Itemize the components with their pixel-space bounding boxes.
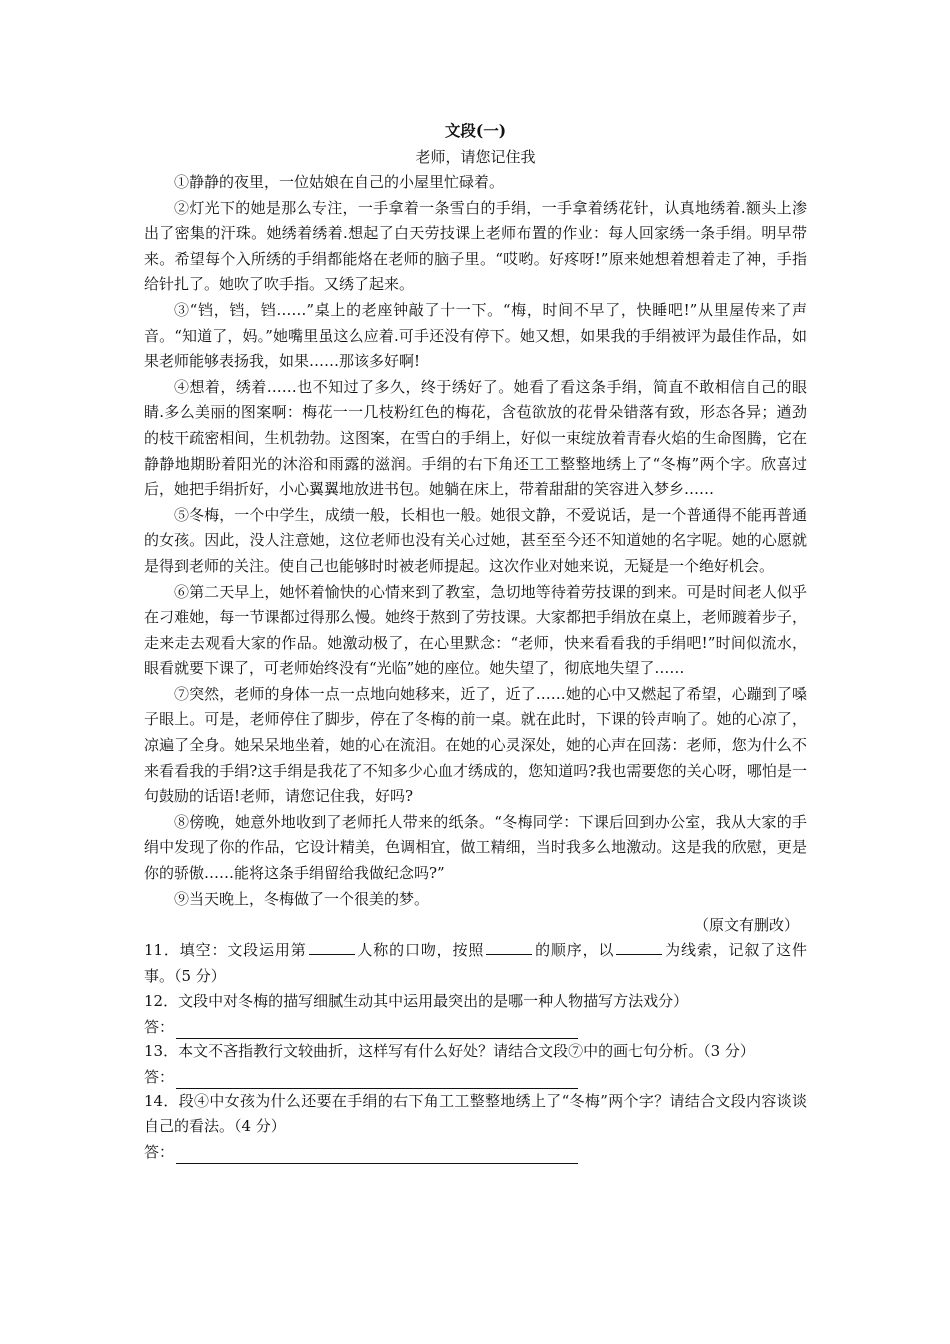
source-note: （原文有删改） <box>693 916 799 935</box>
answer-13 <box>144 1065 807 1089</box>
answer-label: 答： <box>144 1067 175 1086</box>
question-13: 13．本文不吝指教行文较曲折，这样写有什么好处？请结合文段⑦中的画七句分析。（3 分） <box>144 1042 755 1060</box>
paragraph-9: ⑨当天晚上，冬梅做了一个很美的梦。 <box>174 889 430 908</box>
paragraph-4: ④想着，绣着……也不知过了多久，终于绣好了。她看了看这条手绢，简直不敢相信自己的眼睛.多么美丽的图案啊：梅花一一几枝粉红色的梅花，含苞欲放的花骨朵错落有致，形态各异；遒劲的枝干疏密相间，生机勃勃。这图案，在雪白的手绢上，好似一束绽放着青春火焰的生命图腾，它在静静地期盼着阳光的沐浴和雨露的滋润。手绢的右下角还工工整整地绣上了“冬梅”两个字。欣喜过后，她把手绢折好，小心翼翼地放进书包。她躺在床上，带着甜甜的笑容进入梦乡…… <box>144 377 807 499</box>
answer-line-13[interactable] <box>176 1070 578 1089</box>
q11-part-1: 11．填空：文段运用第 <box>144 941 307 960</box>
q11-blank-1[interactable] <box>309 938 355 955</box>
answer-14 <box>144 1140 807 1164</box>
question-12: 12．文段中对冬梅的描写细腻生动其中运用最突出的是哪一种人物描写方法戏分） <box>144 992 689 1011</box>
answer-12 <box>144 1015 807 1039</box>
q11-part-2: 人称的口吻，按照 <box>356 941 485 960</box>
paragraph-5: ⑤冬梅，一个中学生，成绩一般，长相也一般。她很文静，不爱说话，是一个普通得不能再普通的女孩。因此，没人注意她，这位老师也没有关心过她，甚至至今还不知道她的名字呢。她的心愿就是得到老师的关注。使自己也能够时时被老师提起。这次作业对她来说，无疑是一个绝好机会。 <box>144 505 807 575</box>
answer-label: 答： <box>144 1018 175 1036</box>
q11-blank-2[interactable] <box>486 938 532 955</box>
answer-line-14[interactable] <box>176 1145 578 1164</box>
paragraph-2: ②灯光下的她是那么专注，一手拿着一条雪白的手绢，一手拿着绣花针，认真地绣着.额头上渗出了密集的汗珠。她绣着绣着.想起了白天劳技课上老师布置的作业：每人回家绣一条手绢。明早带来。希望每个入所绣的手绢都能烙在老师的脑子里。“哎哟。好疼呀!”原来她想着想着走了神，手指给针扎了。她吹了吹手指。又绣了起来。 <box>144 198 807 294</box>
question-14: 14．段④中女孩为什么还要在手绢的右下角工工整整地绣上了“冬梅”两个字？请结合文段内容谈谈自己的看法。（4 分） <box>144 1091 807 1136</box>
q11-part-3: 的顺序，以 <box>534 941 615 960</box>
paragraph-3: ③“铛，铛，铛……”桌上的老座钟敲了十一下。“梅，时间不早了，快睡吧!”从里屋传来了声音。“知道了，妈。”她嘴里虽这么应着.可手还没有停下。她又想，如果我的手绢被评为最佳作品，如果老师能够表扬我，如果……那该多好啊! <box>144 300 807 371</box>
answer-line-12[interactable] <box>176 1020 578 1039</box>
q11-part-4: 为线索，记叙了这件事。（5 分） <box>144 941 807 985</box>
q11-blank-3[interactable] <box>616 938 662 955</box>
document-content <box>144 114 807 1164</box>
paragraph-6: ⑥第二天早上，她怀着愉快的心情来到了教室，急切地等待着劳技课的到来。可是时间老人似乎在刁难她，每一节课都过得那么慢。她终于熬到了劳技课。大家都把手绢放在桌上，老师踱着步子，走来走去观看大家的作品。她激动极了，在心里默念：“老师，快来看看我的手绢吧!”时间似流水，眼看就要下课了，可老师始终没有“光临”她的座位。她失望了，彻底地失望了…… <box>144 582 807 678</box>
paragraph-7: ⑦突然，老师的身体一点一点地向她移来，近了，近了……她的心中又燃起了希望，心蹦到了嗓子眼上。可是，老师停住了脚步，停在了冬梅的前一桌。就在此时，下课的铃声响了。她的心凉了，凉遍了全身。她呆呆地坐着，她的心在流泪。在她的心灵深处，她的心声在回荡：老师，您为什么不来看看我的手绢?这手绢是我花了不知多少心血才绣成的，您知道吗?我也需要您的关心呀，哪怕是一句鼓励的话语!老师，请您记住我，好吗? <box>144 684 807 806</box>
paragraph-1: ①静静的夜里，一位姑娘在自己的小屋里忙碌着。 <box>174 173 505 191</box>
section-title: 文段(一) <box>444 121 507 140</box>
article-title: 老师，请您记住我 <box>415 148 536 166</box>
answer-label: 答： <box>144 1142 175 1161</box>
paragraph-8: ⑧傍晚，她意外地收到了老师托人带来的纸条。“冬梅同学：下课后回到办公室，我从大家的手绢中发现了你的作品，它设计精美，色调相宜，做工精细，当时我多么地激动。这是我的欣慰，更是你的骄傲……能将这条手绢留给我做纪念吗?” <box>144 812 807 883</box>
question-11 <box>144 938 807 989</box>
